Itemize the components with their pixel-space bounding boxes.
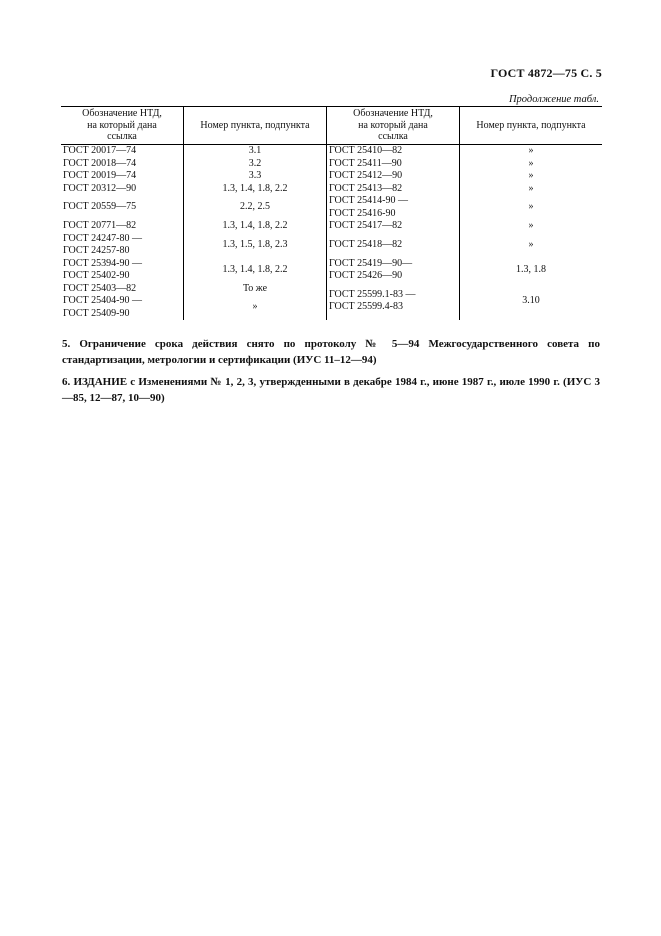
left-doc: ГОСТ 20017—74	[61, 145, 184, 158]
right-doc: ГОСТ 25412—90	[327, 170, 460, 183]
left-item: 1.3, 1.4, 1.8, 2.2	[184, 183, 327, 196]
right-item: »	[528, 157, 534, 169]
left-doc: ГОСТ 20771—82	[61, 220, 184, 233]
left-item: 3.3	[184, 170, 327, 183]
table-row	[61, 283, 602, 296]
right-doc: ГОСТ 25419—90— ГОСТ 25426—90	[327, 258, 460, 283]
right-doc: ГОСТ 25414-90 — ГОСТ 25416-90	[327, 195, 460, 220]
right-item: »	[528, 238, 534, 250]
table-row	[61, 158, 602, 171]
note-5: 5. Ограничение срока действия снято по протоколу № 5—94 Межгосударственного совета по стандартизации, метрологии и сертификации (ИУС 11–12—94)	[62, 338, 600, 366]
right-item: »	[528, 182, 534, 194]
left-item: 3.2	[184, 158, 327, 171]
table-row	[61, 170, 602, 183]
left-item: 1.3, 1.4, 1.8, 2.2	[184, 258, 327, 283]
left-item: 1.3, 1.4, 1.8, 2.2	[184, 220, 327, 233]
left-doc: ГОСТ 24247-80 — ГОСТ 24257-80	[61, 233, 184, 258]
left-doc: ГОСТ 25403—82	[61, 283, 184, 296]
table-row	[61, 145, 602, 158]
table-row	[61, 258, 602, 283]
left-doc: ГОСТ 25404-90 — ГОСТ 25409-90	[61, 295, 184, 320]
right-item: 1.3, 1.8	[516, 263, 546, 275]
right-doc: ГОСТ 25413—82	[327, 183, 460, 196]
right-item: »	[528, 201, 534, 213]
table-continuation-label: Продолжение табл.	[508, 94, 599, 105]
right-doc: ГОСТ 25417—82	[327, 220, 460, 233]
table-row	[61, 233, 602, 258]
table-row	[61, 195, 602, 220]
right-item: 3.10	[522, 295, 540, 306]
left-item: То же	[184, 283, 327, 296]
reference-table	[61, 106, 602, 320]
right-doc: ГОСТ 25599.1-83 — ГОСТ 25599.4-83	[327, 283, 460, 321]
right-item: »	[528, 170, 534, 181]
left-item: 1.3, 1.5, 1.8, 2.3	[184, 233, 327, 258]
page-header: ГОСТ 4872—75 С. 5	[490, 66, 602, 80]
table-row	[61, 220, 602, 233]
right-doc: ГОСТ 25410—82	[327, 145, 460, 158]
header-left-item: Номер пункта, подпункта	[184, 107, 327, 145]
left-item: 3.1	[184, 145, 327, 158]
header-right-designation: Обозначение НТД, на который дана ссылка	[327, 107, 460, 145]
left-doc: ГОСТ 20019—74	[61, 170, 184, 183]
left-item: 2.2, 2.5	[184, 195, 327, 220]
left-item: »	[184, 295, 327, 320]
header-right-item: Номер пункта, подпункта	[460, 107, 603, 145]
header-left-designation: Обозначение НТД, на который дана ссылка	[61, 107, 184, 145]
table-row	[61, 183, 602, 196]
left-doc: ГОСТ 20312—90	[61, 183, 184, 196]
table-header-row	[61, 107, 602, 145]
right-item: »	[528, 145, 534, 156]
right-item: »	[528, 220, 534, 231]
left-doc: ГОСТ 20018—74	[61, 158, 184, 171]
right-doc: ГОСТ 25418—82	[327, 233, 460, 258]
left-doc: ГОСТ 20559—75	[61, 195, 184, 220]
note-6: 6. ИЗДАНИЕ с Изменениями № 1, 2, 3, утвержденными в декабре 1984 г., июне 1987 г., июле 1990 г. (ИУС 3—85, 12—87, 10—90)	[62, 376, 600, 404]
left-doc: ГОСТ 25394-90 — ГОСТ 25402-90	[61, 258, 184, 283]
right-doc: ГОСТ 25411—90	[327, 158, 460, 171]
